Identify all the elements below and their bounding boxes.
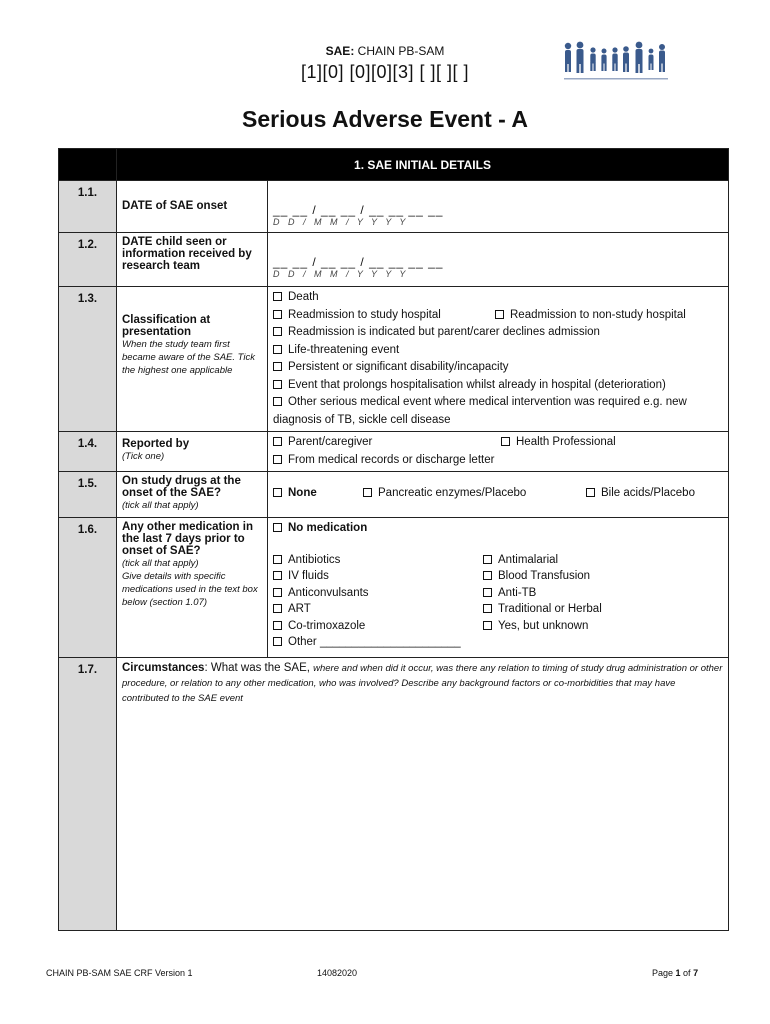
circumstances-label: Circumstances: [122, 662, 205, 674]
checkbox[interactable]: [586, 488, 595, 497]
other-medication-label-cell: [117, 518, 268, 658]
date-blanks: __ __ / __ __ / __ __ __ __: [273, 255, 444, 269]
row-number: 1.6.: [59, 518, 117, 658]
checkbox[interactable]: [483, 571, 492, 580]
page-current: 1: [675, 968, 681, 978]
study-drugs-options: [268, 472, 729, 518]
sae-label: SAE:: [325, 44, 355, 58]
option-iv-fluids[interactable]: IV fluids: [273, 568, 483, 585]
option-row-2: [273, 568, 723, 585]
sae-onset-date-field[interactable]: [268, 181, 729, 233]
page-mid: of: [680, 968, 694, 978]
checkbox[interactable]: [273, 292, 282, 301]
circumstances-prompt-a: : What was the SAE,: [204, 662, 314, 674]
circumstances-prompt-b: where and when did it occur, was there any relation to timing of study drug administration or other procedure, or relation to any other medication, who was involved? Describe any background factors or co-morbidities that may have contributed to the SAE event: [122, 663, 723, 704]
option-blood-transfusion[interactable]: Blood Transfusion: [483, 568, 723, 585]
participant-id-boxes: [1][0] [0][0][3] [ ][ ][ ]: [300, 62, 470, 82]
study-drugs-label-cell: [117, 472, 268, 518]
section-title: 1. SAE INITIAL DETAILS: [117, 149, 729, 181]
other-medication-label-b: the last 7 days prior to onset of SAE?: [122, 533, 245, 557]
checkbox[interactable]: [273, 437, 282, 446]
reported-by-options: [268, 432, 729, 472]
checkbox[interactable]: [483, 621, 492, 630]
checkbox[interactable]: [273, 397, 282, 406]
study-drugs-label: On study drugs at the onset of the SAE?: [122, 475, 241, 499]
option-yes-unknown[interactable]: Yes, but unknown: [483, 618, 723, 635]
option-death[interactable]: Death: [273, 289, 723, 307]
option-bile-acids[interactable]: Bile acids/Placebo: [586, 485, 695, 503]
spacer: [273, 538, 723, 552]
circumstances-text-box[interactable]: [117, 658, 729, 931]
row-1-2: [59, 233, 729, 287]
checkbox[interactable]: [273, 327, 282, 336]
option-readmit-study[interactable]: Readmission to study hospital: [273, 307, 495, 325]
row-1-6: [59, 518, 729, 658]
option-anticonvulsants[interactable]: Anticonvulsants: [273, 585, 483, 602]
checkbox[interactable]: [483, 588, 492, 597]
row-number: 1.4.: [59, 432, 117, 472]
option-art[interactable]: ART: [273, 601, 483, 618]
checkbox[interactable]: [273, 488, 282, 497]
checkbox[interactable]: [273, 455, 282, 464]
option-row-5: [273, 618, 723, 635]
sae-initial-details-table: [58, 148, 729, 931]
option-antimalarial[interactable]: Antimalarial: [483, 552, 723, 569]
date-format-hint: D D / M M / Y Y Y Y: [273, 217, 409, 227]
option-life-threatening[interactable]: Life-threatening event: [273, 342, 723, 360]
row-number: 1.5.: [59, 472, 117, 518]
option-disability[interactable]: Persistent or significant disability/incapacity: [273, 359, 723, 377]
row-1-3: [59, 287, 729, 432]
checkbox[interactable]: [273, 362, 282, 371]
classification-instructions: When the study team first became aware of the SAE. Tick the highest one applicable: [122, 339, 255, 376]
checkbox[interactable]: [501, 437, 510, 446]
row-number: 1.7.: [59, 658, 117, 931]
footer-page-number: [652, 968, 698, 978]
sae-onset-label: DATE of SAE onset: [122, 200, 228, 212]
section-header-row: [59, 149, 729, 181]
classification-options: [268, 287, 729, 432]
option-antibiotics[interactable]: Antibiotics: [273, 552, 483, 569]
option-pancreatic-enzymes[interactable]: Pancreatic enzymes/Placebo: [363, 485, 586, 503]
footer-version: CHAIN PB-SAM SAE CRF Version 1: [46, 968, 193, 978]
checkbox[interactable]: [273, 637, 282, 646]
date-blanks: __ __ / __ __ / __ __ __ __: [273, 203, 444, 217]
classification-label-cell: [117, 287, 268, 432]
row-1-4: [59, 432, 729, 472]
study-drugs-instructions: (tick all that apply): [122, 500, 199, 511]
option-traditional-herbal[interactable]: Traditional or Herbal: [483, 601, 723, 618]
checkbox[interactable]: [483, 604, 492, 613]
row-1-1: [59, 181, 729, 233]
option-row-study-drugs: [273, 485, 723, 503]
checkbox[interactable]: [483, 555, 492, 564]
row-number: 1.2.: [59, 233, 117, 287]
section-header-blank: [59, 149, 117, 181]
checkbox[interactable]: [495, 310, 504, 319]
option-readmit-nonstudy[interactable]: Readmission to non-study hospital: [495, 307, 723, 325]
option-readmit-declined[interactable]: Readmission is indicated but parent/carer declines admission: [273, 324, 723, 342]
option-co-trimoxazole[interactable]: Co-trimoxazole: [273, 618, 483, 635]
option-no-medication[interactable]: No medication: [273, 520, 723, 538]
option-none[interactable]: None: [273, 485, 363, 503]
option-health-professional[interactable]: Health Professional: [501, 434, 723, 452]
option-medical-records[interactable]: From medical records or discharge letter: [273, 452, 723, 470]
checkbox[interactable]: [273, 604, 282, 613]
option-parent-caregiver[interactable]: Parent/caregiver: [273, 434, 501, 452]
checkbox[interactable]: [273, 310, 282, 319]
checkbox[interactable]: [273, 380, 282, 389]
row-1-7: [59, 658, 729, 931]
option-anti-tb[interactable]: Anti-TB: [483, 585, 723, 602]
checkbox[interactable]: [273, 555, 282, 564]
row-number: 1.3.: [59, 287, 117, 432]
checkbox[interactable]: [273, 588, 282, 597]
date-seen-field[interactable]: [268, 233, 729, 287]
option-other-serious[interactable]: Other serious medical event where medical intervention was required e.g. new diagnosis of TB, sickle cell disease: [273, 396, 687, 426]
page-total: 7: [693, 968, 699, 978]
reported-by-instructions: (Tick one): [122, 451, 165, 462]
checkbox[interactable]: [273, 523, 282, 532]
option-row-reporter: [273, 434, 723, 452]
date-format-hint: D D / M M / Y Y Y Y: [273, 269, 409, 279]
row-number: 1.1.: [59, 181, 117, 233]
date-seen-label: DATE child seen or information received by research team: [117, 233, 268, 287]
page-prefix: Page: [652, 968, 676, 978]
checkbox[interactable]: [363, 488, 372, 497]
reported-by-label-cell: [117, 432, 268, 472]
other-medication-label-a: Any other medication in: [122, 521, 253, 533]
checkbox[interactable]: [273, 345, 282, 354]
option-row-readmission: [273, 307, 723, 325]
chain-network-logo: [560, 40, 676, 84]
option-row-3: [273, 585, 723, 602]
page-title: Serious Adverse Event - A: [242, 106, 528, 132]
checkbox[interactable]: [273, 571, 282, 580]
reported-by-label: Reported by: [122, 438, 190, 450]
classification-label: Classification at presentation: [122, 314, 211, 338]
study-name: CHAIN PB-SAM: [357, 44, 445, 58]
option-row-4: [273, 601, 723, 618]
other-medication-options: [268, 518, 729, 658]
option-other-medication[interactable]: Other ______________________: [273, 634, 723, 651]
other-medication-instructions-2: Give details with specific medications used in the text box below (section 1.07): [122, 571, 258, 608]
row-1-5: [59, 472, 729, 518]
option-prolongs-hospitalisation[interactable]: Event that prolongs hospitalisation whilst already in hospital (deterioration): [273, 377, 723, 395]
footer-date: 14082020: [317, 968, 358, 978]
checkbox[interactable]: [273, 621, 282, 630]
other-medication-instructions-1: (tick all that apply): [122, 558, 199, 569]
option-row-1: [273, 552, 723, 569]
field-label: [117, 181, 268, 233]
